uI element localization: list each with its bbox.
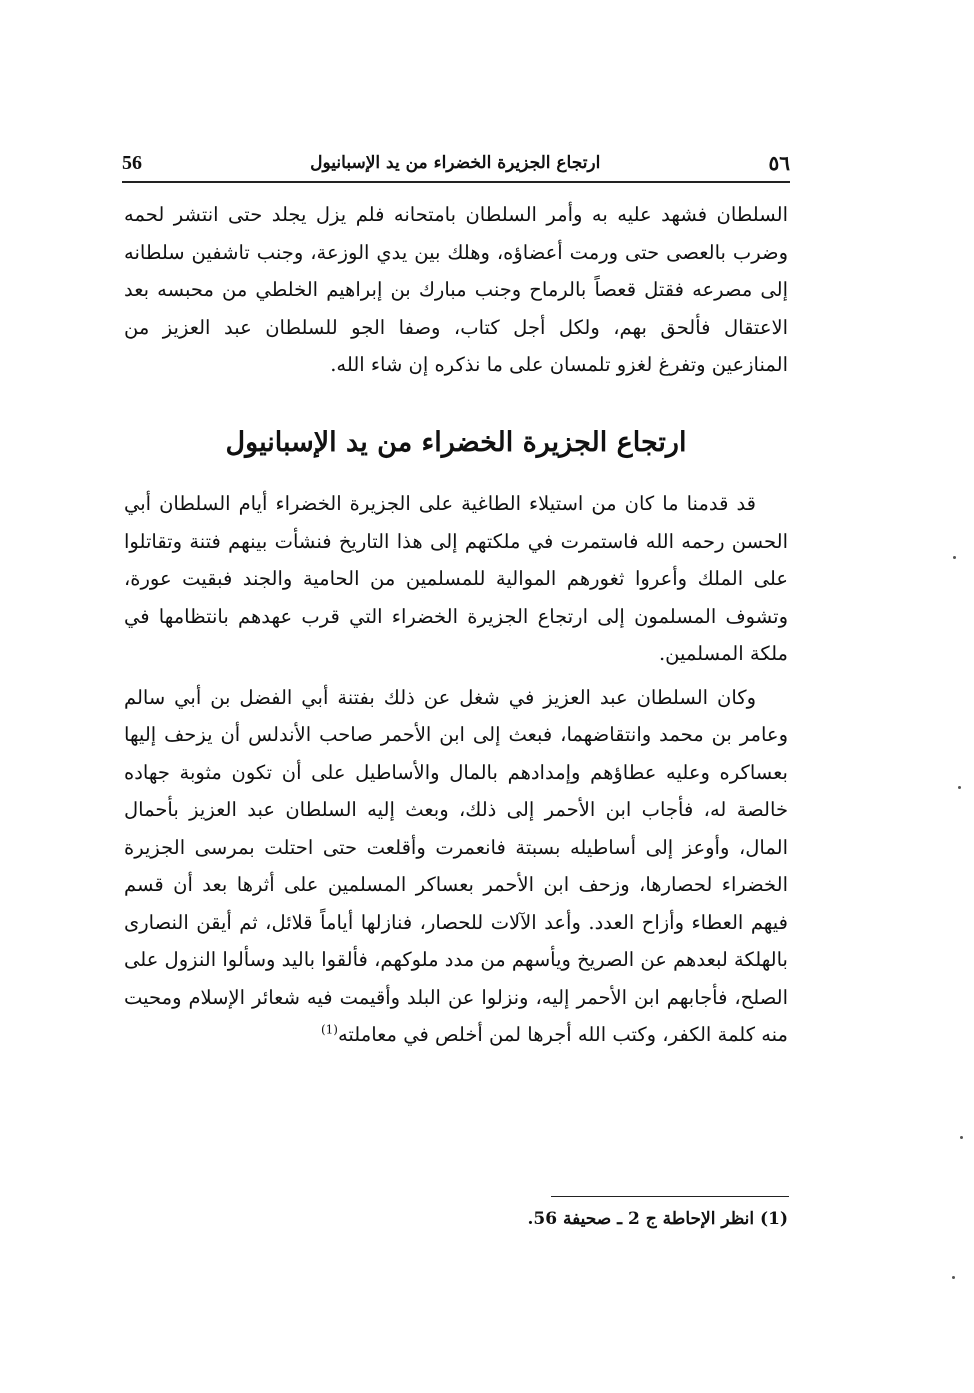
section-paragraph-2 — [124, 679, 788, 1054]
scan-speck — [958, 786, 961, 789]
scan-speck — [960, 1136, 963, 1139]
section-heading: ارتجاع الجزيرة الخضراء من يد الإسبانيول — [225, 427, 687, 458]
section-body — [124, 485, 788, 1060]
footnote: (1) انظر الإحاطة ج 2 ـ صحيفة 56. — [527, 1209, 788, 1229]
page-number-latin: 56 — [122, 151, 143, 174]
scan-speck — [952, 1276, 955, 1279]
scan-speck — [953, 556, 956, 559]
footnote-rule — [551, 1196, 789, 1197]
section-paragraph-1: قد قدمنا ما كان من استيلاء الطاغية على الجزيرة الخضراء أيام السلطان أبي الحسن رحمه الله فاستمرت في ملكتهم إلى هذا التاريخ فنشأت بينهم فتنة وتقاتلوا على الملك وأعروا ثغورهم الموالية للمسلمين من الحامية والجند فبقيت عورة، وتشوف المسلمون إلى ارتجاع الجزيرة الخضراء التي قرب عهدهم بانتظامها في ملكة المسلمين. — [124, 492, 788, 665]
footnote-marker: (1) — [320, 1022, 338, 1037]
section-paragraph-2-text: وكان السلطان عبد العزيز في شغل عن ذلك بفتنة أبي الفضل بن أبي سالم وعامر بن محمد وانتقاضهما، فبعث إلى ابن الأحمر صاحب الأندلس أن يزحف إليها بعساكره وعليه عطاؤهم وإمدادهم بالمال والأساطيل على أن تكون مثوبة جهاده خالصة له، فأجاب ابن الأحمر إلى ذلك، وبعث إليه السلطان عبد العزيز بأحمال المال، وأوعز إلى أساطيله بسبتة فانعمرت وأقلعت حتى احتلت بمرسى الجزيرة الخضراء لحصارها، وزحف ابن الأحمر بعساكر المسلمين على أثرها بعد أن قسم فيهم العطاء وأزاح العدد. وأعد الآلات للحصار، فنازلها أياماً قلائل، ثم أيقن النصارى بالهلكة لبعدهم عن الصريخ ويأسهم من مدد ملوكهم، فألقوا باليد وسألوا النزول على الصلح، فأجابهم ابن الأحمر إليه، ونزلوا عن البلد وأقيمت فيه شعائر الإسلام ومحيت منه كلمة الكفر، وكتب الله أجرها لمن أخلص في معاملته — [124, 685, 788, 1046]
paragraph-continued: السلطان فشهد عليه به وأمر السلطان بامتحانه فلم يزل يجلد حتى انتشر لحمه وضرب بالعصى حتى ورمت أعضاؤه، وهلك بين يدي الوزعة، وجنب تاشفين سلطانه إلى مصرعه فقتل قعصاً بالرماح وجنب مبارك بن إبراهيم الخلطي من محبسه بعد الاعتقال فألحق بهم، ولكل أجل كتاب، وصفا الجو للسلطان عبد العزيز من المنازعين وتفرغ لغزو تلمسان على ما نذكره إن شاء الله. — [124, 203, 788, 376]
page-number-arabic: ٥٦ — [768, 151, 790, 175]
running-title: ارتجاع الجزيرة الخضراء من يد الإسبانيول — [310, 153, 601, 173]
running-header — [122, 148, 790, 178]
header-rule — [122, 181, 790, 183]
continued-text — [124, 196, 788, 384]
